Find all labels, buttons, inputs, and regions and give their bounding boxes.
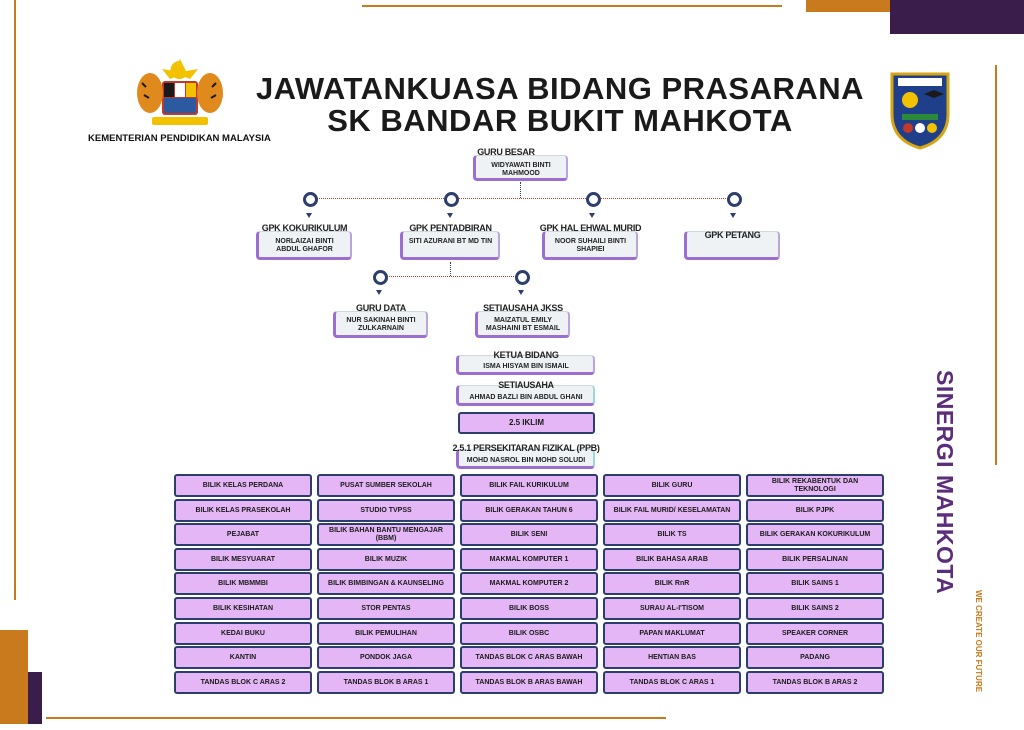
persekitaran-role: 2.5.1 PERSEKITARAN FIZIKAL (PPB) — [452, 443, 600, 453]
room-cell: BILIK PJPK — [746, 499, 884, 522]
room-cell: TANDAS BLOK B ARAS 1 — [317, 671, 455, 694]
room-cell: HENTIAN BAS — [603, 646, 741, 669]
arrow-guru-data — [376, 290, 382, 295]
ketua-bidang-role: KETUA BIDANG — [493, 350, 559, 360]
room-cell: BILIK BAHAN BANTU MENGAJAR (BBM) — [317, 523, 455, 546]
room-cell: BILIK FAIL MURID/ KESELAMATAN — [603, 499, 741, 522]
room-cell: BILIK GURU — [603, 474, 741, 497]
top-orange-line — [362, 5, 782, 7]
right-orange-line — [995, 65, 997, 465]
room-cell: BILIK KESIHATAN — [174, 597, 312, 620]
connector-mid-down — [450, 262, 451, 276]
room-cell: BILIK SAINS 1 — [746, 572, 884, 595]
arrow-gpk-kokurikulum — [306, 213, 312, 218]
gpk-pentadbiran-name: SITI AZURANI BT MD TIN — [408, 238, 493, 245]
gpk-hem-role: GPK HAL EHWAL MURID — [539, 223, 642, 233]
bottom-left-purple-block — [28, 672, 42, 724]
ketua-bidang-box — [456, 350, 595, 375]
room-cell: TANDAS BLOK C ARAS BAWAH — [460, 646, 598, 669]
room-cell: BILIK BOSS — [460, 597, 598, 620]
room-cell: BILIK PERSALINAN — [746, 548, 884, 571]
room-cell: BILIK MUZIK — [317, 548, 455, 571]
room-cell: BILIK RnR — [603, 572, 741, 595]
ministry-label: KEMENTERIAN PENDIDIKAN MALAYSIA — [88, 133, 271, 144]
node-gpk-pentadbiran — [444, 192, 459, 207]
room-cell: BILIK MBMMBI — [174, 572, 312, 595]
setiausaha-name: AHMAD BAZLI BIN ABDUL GHANI — [469, 394, 583, 401]
guru-besar-name: WIDYAWATI BINTI MAHMOOD — [491, 162, 551, 177]
room-cell: BILIK KELAS PERDANA — [174, 474, 312, 497]
room-cell: BILIK GERAKAN KOKURIKULUM — [746, 523, 884, 546]
guru-besar-role: GURU BESAR — [477, 147, 535, 157]
guru-besar-box — [473, 147, 568, 181]
room-cell: BILIK PEMULIHAN — [317, 622, 455, 645]
setiausaha-jkss-name: MAIZATUL EMILY MASHAINI BT ESMAIL — [485, 317, 561, 332]
room-cell: BILIK FAIL KURIKULUM — [460, 474, 598, 497]
connector-gpk-row — [310, 198, 734, 199]
room-cell: PAPAN MAKLUMAT — [603, 622, 741, 645]
gpk-kokurikulum-role: GPK KOKURIKULUM — [261, 223, 348, 233]
gpk-kokurikulum-name: NORLAIZAI BINTI ABDUL GHAFOR — [275, 238, 334, 253]
gpk-kokurikulum-box — [256, 223, 352, 260]
arrow-gpk-pentadbiran — [447, 213, 453, 218]
persekitaran-box — [452, 443, 600, 469]
room-cell: SPEAKER CORNER — [746, 622, 884, 645]
gpk-hem-box — [539, 223, 642, 260]
gpk-pentadbiran-box — [400, 223, 500, 260]
room-cell: KEDAI BUKU — [174, 622, 312, 645]
node-setiausaha-jkss — [515, 270, 530, 285]
room-cell: TANDAS BLOK B ARAS 2 — [746, 671, 884, 694]
page-title-line2: SK BANDAR BUKIT MAHKOTA — [327, 103, 793, 138]
room-cell: PONDOK JAGA — [317, 646, 455, 669]
room-cell: PUSAT SUMBER SEKOLAH — [317, 474, 455, 497]
setiausaha-jkss-box — [475, 303, 570, 338]
ketua-bidang-name: ISMA HISYAM BIN ISMAIL — [483, 363, 569, 370]
side-brand: SINERGI MAHKOTA — [932, 370, 958, 595]
gpk-hem-name: NOOR SUHAILI BINTI SHAPIEI — [554, 238, 627, 253]
connector-gb-down — [520, 182, 521, 198]
room-cell: BILIK KELAS PRASEKOLAH — [174, 499, 312, 522]
room-cell: SURAU AL-I'TISOM — [603, 597, 741, 620]
room-cell: STUDIO TVPSS — [317, 499, 455, 522]
bottom-orange-line — [46, 717, 666, 719]
room-cell: STOR PENTAS — [317, 597, 455, 620]
persekitaran-name: MOHD NASROL BIN MOHD SOLUDI — [466, 457, 586, 464]
room-cell: MAKMAL KOMPUTER 1 — [460, 548, 598, 571]
room-cell: PADANG — [746, 646, 884, 669]
room-cell: KANTIN — [174, 646, 312, 669]
setiausaha-jkss-role: SETIAUSAHA JKSS — [483, 303, 563, 313]
guru-data-role: GURU DATA — [356, 303, 406, 313]
room-cell: TANDAS BLOK C ARAS 2 — [174, 671, 312, 694]
coat-of-arms-emblem — [130, 55, 230, 133]
room-cell: TANDAS BLOK C ARAS 1 — [603, 671, 741, 694]
connector-data-row — [380, 276, 522, 277]
guru-data-box — [333, 303, 428, 338]
arrow-gpk-hem — [589, 213, 595, 218]
iklim-box: 2.5 IKLIM — [458, 412, 595, 434]
node-gpk-kokurikulum — [303, 192, 318, 207]
room-cell: BILIK BAHASA ARAB — [603, 548, 741, 571]
guru-data-name: NUR SAKINAH BINTI ZULKARNAIN — [346, 317, 416, 332]
side-tagline: WE CREATE OUR FUTURE — [974, 590, 983, 693]
room-cell: BILIK MESYUARAT — [174, 548, 312, 571]
room-cell: BILIK SENI — [460, 523, 598, 546]
bottom-left-orange-block — [0, 630, 28, 724]
room-cell: MAKMAL KOMPUTER 2 — [460, 572, 598, 595]
setiausaha-box — [456, 380, 595, 406]
gpk-petang-box — [684, 231, 780, 260]
room-cell: BILIK BIMBINGAN & KAUNSELING — [317, 572, 455, 595]
room-cell: PEJABAT — [174, 523, 312, 546]
setiausaha-role: SETIAUSAHA — [498, 380, 554, 390]
arrow-setiausaha-jkss — [518, 290, 524, 295]
node-gpk-hem — [586, 192, 601, 207]
school-crest-emblem — [888, 70, 952, 150]
gpk-petang-role: GPK PETANG — [704, 230, 761, 240]
left-orange-line — [14, 0, 16, 600]
room-cell: BILIK OSBC — [460, 622, 598, 645]
room-cell: BILIK SAINS 2 — [746, 597, 884, 620]
top-right-purple-block — [890, 0, 1024, 34]
arrow-gpk-petang — [730, 213, 736, 218]
node-guru-data — [373, 270, 388, 285]
node-gpk-petang — [727, 192, 742, 207]
room-cell: BILIK REKABENTUK DAN TEKNOLOGI — [746, 474, 884, 497]
page-title-line1: JAWATANKUASA BIDANG PRASARANA — [255, 71, 865, 106]
gpk-pentadbiran-role: GPK PENTADBIRAN — [409, 223, 492, 233]
room-cell: TANDAS BLOK B ARAS BAWAH — [460, 671, 598, 694]
room-cell: BILIK TS — [603, 523, 741, 546]
room-cell: BILIK GERAKAN TAHUN 6 — [460, 499, 598, 522]
